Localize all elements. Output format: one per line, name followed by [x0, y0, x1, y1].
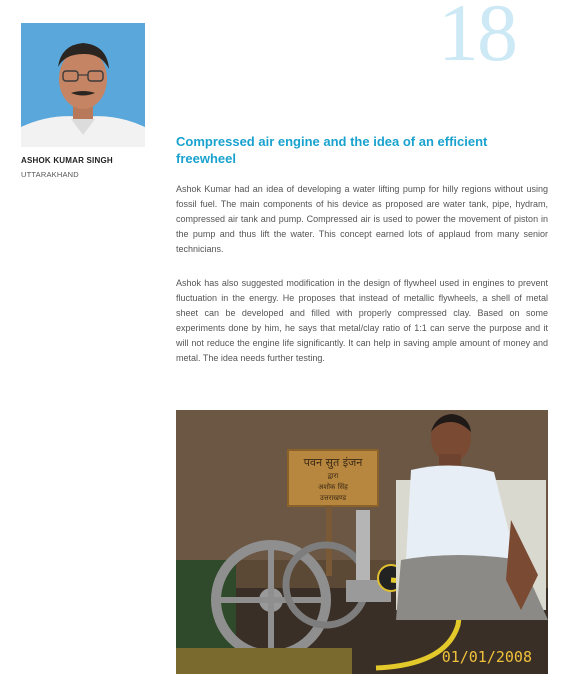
- photo-date-stamp: 01/01/2008: [441, 648, 532, 666]
- sign-line: पवन सुत इंजन: [303, 456, 363, 469]
- article-title: Compressed air engine and the idea of an efficient freewheel: [176, 134, 488, 166]
- portrait-photo: [21, 23, 145, 147]
- sign-line: द्वारा: [327, 472, 339, 480]
- person-name: ASHOK KUMAR SINGH: [21, 156, 113, 165]
- page-number: 18: [438, 0, 516, 78]
- engine-photo: [176, 410, 548, 674]
- article-paragraph: Ashok has also suggested modification in the design of flywheel used in engines to prevent fluctuation in the energy. He proposes that instead of metallic flywheels, a shell of metal sheet can be developed and filled with properly compressed clay. Based on some experiments done by him, he says that metal/clay ratio of 1:1 can serve the purpose and it will not reduce the engine life significantly. It can help in saving ample amount of money and metal. The idea needs further testing.: [176, 278, 548, 363]
- article-paragraph: Ashok Kumar had an idea of developing a water lifting pump for hilly regions without using fossil fuel. The main components of his device as proposed are water tank, pipe, hydram, compressed air tank and pump. Compressed air is used to power the movement of piston in the pump and thus lift the water. This concept earned lots of applaud from many senior technicians.: [176, 184, 548, 254]
- sign-line: अशोक सिंह: [318, 483, 348, 491]
- sign-line: उत्तराखण्ड: [319, 494, 347, 502]
- person-region: UTTARAKHAND: [21, 170, 79, 179]
